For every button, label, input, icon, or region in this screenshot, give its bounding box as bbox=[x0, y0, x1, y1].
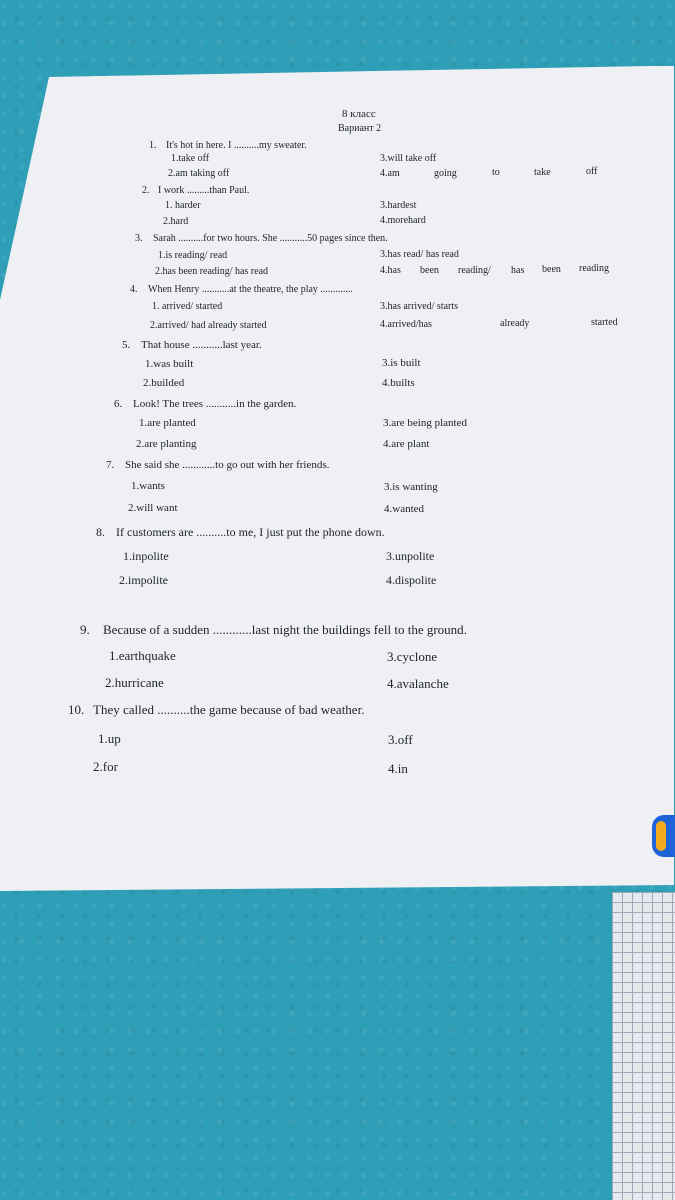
q4-option-1: 1. arrived/ started bbox=[152, 301, 223, 312]
q10-option-1: 1.up bbox=[98, 731, 121, 746]
q10-option-2: 2.for bbox=[93, 759, 118, 774]
q2-number: 2. bbox=[142, 185, 150, 196]
q1-option-2: 2.am taking off bbox=[168, 168, 230, 179]
q4-option-4-w3: started bbox=[591, 317, 618, 328]
q3-option-3: 3.has read/ has read bbox=[380, 249, 459, 260]
q6-option-3: 3.are being planted bbox=[383, 417, 467, 429]
q9-text: Because of a sudden ............last night the buildings fell to the ground. bbox=[103, 622, 467, 637]
grid-paper bbox=[612, 892, 675, 1200]
q3-option-4-w2: been bbox=[420, 265, 439, 276]
q5-option-1: 1.was built bbox=[145, 358, 194, 370]
q1-option-4-w3: to bbox=[492, 167, 500, 178]
q5-option-2: 2.builded bbox=[143, 377, 185, 389]
q3-option-4-w5: been bbox=[542, 264, 561, 275]
q3-option-4-w4: has bbox=[511, 265, 525, 276]
q7-option-2: 2.will want bbox=[128, 502, 178, 514]
q9-option-4: 4.avalanche bbox=[387, 676, 449, 691]
q1-text: It's hot in here. I ..........my sweater. bbox=[166, 140, 307, 151]
q7-option-4: 4.wanted bbox=[384, 503, 425, 515]
q4-option-4-w2: already bbox=[500, 318, 530, 329]
q4-option-4-w1: 4.arrived/has bbox=[380, 319, 432, 330]
q7-option-1: 1.wants bbox=[131, 480, 165, 492]
q1-option-4-w5: off bbox=[586, 166, 598, 177]
q3-number: 3. bbox=[135, 233, 143, 244]
q5-option-3: 3.is built bbox=[382, 357, 421, 369]
grade-heading: 8 класс bbox=[342, 108, 376, 120]
q1-option-4-w4: take bbox=[534, 167, 551, 178]
q1-option-1: 1.take off bbox=[171, 153, 210, 164]
q3-option-1: 1.is reading/ read bbox=[158, 250, 228, 261]
q6-number: 6. bbox=[114, 398, 123, 410]
q1-option-4-w2: going bbox=[434, 168, 457, 179]
q2-text: I work .........than Paul. bbox=[158, 185, 250, 196]
q6-option-4: 4.are plant bbox=[383, 438, 430, 450]
q6-option-1: 1.are planted bbox=[139, 417, 196, 429]
q10-text: They called ..........the game because of bad weather. bbox=[93, 702, 365, 717]
q8-option-4: 4.dispolite bbox=[386, 573, 437, 587]
q4-option-3: 3.has arrived/ starts bbox=[380, 301, 459, 312]
q1-option-3: 3.will take off bbox=[380, 153, 437, 164]
q1-option-4-w1: 4.am bbox=[380, 168, 400, 179]
q3-text: Sarah ..........for two hours. She ...........50 pages since then. bbox=[153, 233, 388, 244]
q6-option-2: 2.are planting bbox=[136, 438, 197, 450]
q8-text: If customers are ..........to me, I just put the phone down. bbox=[116, 525, 385, 539]
q7-option-3: 3.is wanting bbox=[384, 481, 438, 493]
q10-option-4: 4.in bbox=[388, 761, 408, 776]
q4-option-2: 2.arrived/ had already started bbox=[150, 320, 267, 331]
q3-option-4-w6: reading bbox=[579, 263, 609, 274]
q6-text: Look! The trees ...........in the garden. bbox=[133, 398, 297, 410]
q5-text: That house ...........last year. bbox=[141, 339, 262, 351]
q5-option-4: 4.builts bbox=[382, 377, 415, 389]
q2-option-4: 4.morehard bbox=[380, 215, 426, 226]
q3-option-4-w3: reading/ bbox=[458, 265, 491, 276]
q9-option-2: 2.hurricane bbox=[105, 675, 164, 690]
q2-option-3: 3.hardest bbox=[380, 200, 417, 211]
variant-heading: Вариант 2 bbox=[338, 123, 382, 134]
q3-option-2: 2.has been reading/ has read bbox=[155, 266, 269, 277]
q9-number: 9. bbox=[80, 622, 90, 637]
q10-number: 10. bbox=[68, 702, 85, 717]
marker-cap bbox=[652, 815, 675, 857]
q4-text: When Henry ...........at the theatre, the play ............. bbox=[148, 284, 353, 295]
q7-number: 7. bbox=[106, 459, 115, 471]
q3-option-4-w1: 4.has bbox=[380, 265, 401, 276]
q8-number: 8. bbox=[96, 525, 105, 539]
q1-number: 1. bbox=[149, 140, 157, 151]
q5-number: 5. bbox=[122, 339, 131, 351]
q8-option-1: 1.inpolite bbox=[123, 549, 169, 563]
q9-option-1: 1.earthquake bbox=[109, 648, 176, 663]
q9-option-3: 3.cyclone bbox=[387, 649, 438, 664]
q2-option-2: 2.hard bbox=[163, 216, 189, 227]
q4-number: 4. bbox=[130, 284, 138, 295]
q8-option-3: 3.unpolite bbox=[386, 549, 435, 563]
q7-text: She said she ............to go out with her friends. bbox=[125, 459, 330, 471]
q10-option-3: 3.off bbox=[388, 732, 413, 747]
q8-option-2: 2.impolite bbox=[119, 573, 168, 587]
q2-option-1: 1. harder bbox=[165, 200, 201, 211]
